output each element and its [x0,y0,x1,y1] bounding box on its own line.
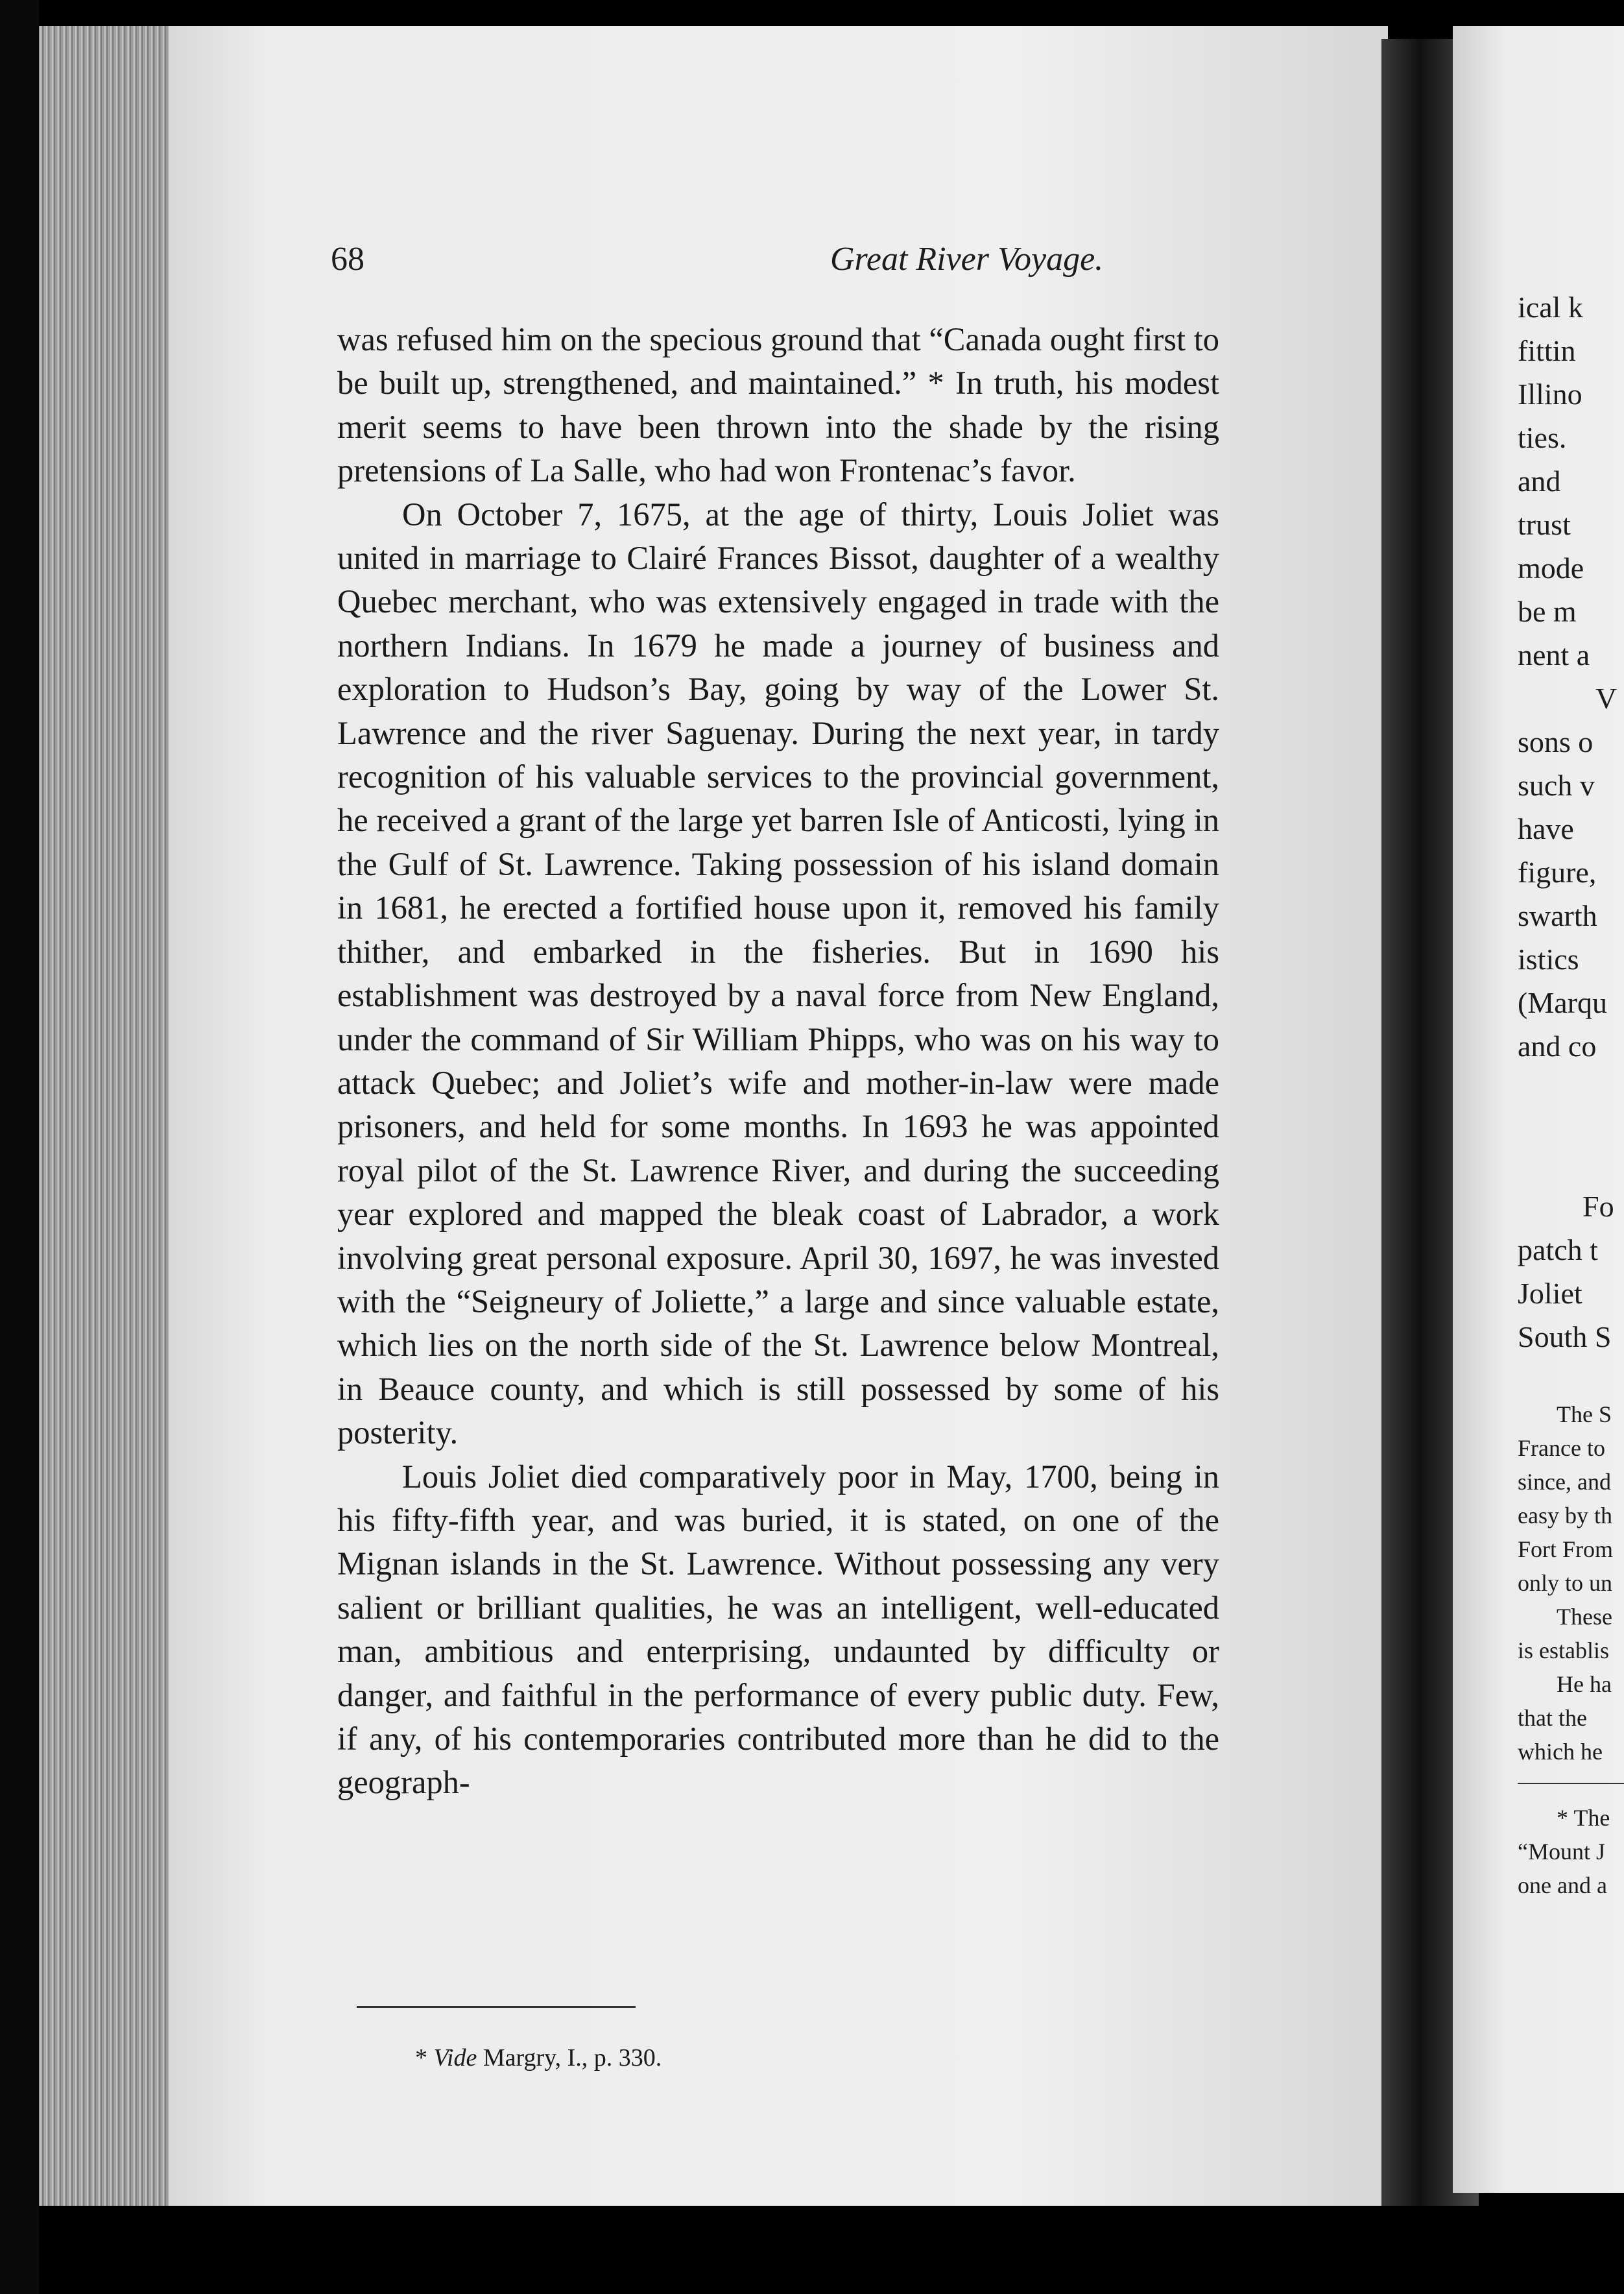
right-page-text [1518,285,1624,1902]
fragment-line: istics [1518,943,1579,976]
fragment-footnote: one and a [1518,1872,1607,1898]
fragment-line: figure, [1518,856,1597,889]
fragment-note: These [1557,1604,1612,1630]
fragment-footnote-rule [1518,1783,1624,1784]
book-page-edges [39,26,169,2206]
paragraph: Louis Joliet died comparatively poor in May, 1700, being in his fifty-fifth year, and was buried, it is stated, on one of the Mignan islands in the St. Lawrence. Without possessing any very salient or brilliant qualities, he was an intelligent, well-educated man, ambitious and enterprising, undaunted by difficulty or danger, and faithful in the performance of every public duty. Few, if any, of his contemporaries contributed more than he did to the geograph- [337,1458,1219,1801]
fragment-line: and co [1518,1030,1597,1063]
fragment-line: fittin [1518,334,1576,367]
fragment-line: have [1518,812,1574,845]
footnote-rule [357,2006,636,2008]
fragment-note: since, and [1518,1469,1611,1495]
fragment-line: patch t [1518,1233,1598,1266]
page-number: 68 [331,241,364,278]
fragment-note: Fort From [1518,1536,1614,1562]
fragment-spacer [1518,1146,1624,1185]
scan-border-left [0,0,39,2294]
fragment-footnote: “Mount J [1518,1839,1605,1865]
footnote-text: Margry, I., p. 330. [477,2044,662,2071]
fragment-line: mode [1518,551,1584,585]
fragment-line: swarth [1518,899,1597,932]
fragment-line: Joliet [1518,1277,1582,1310]
fragment-footnote: * The [1557,1805,1610,1831]
fragment-line: ical k [1518,291,1583,324]
fragment-line: South S [1518,1320,1612,1353]
fragment-note: only to un [1518,1570,1613,1596]
fragment-spacer [1518,1358,1624,1397]
footnote-marker: * [415,2044,434,2071]
fragment-line: (Marqu [1518,986,1607,1019]
running-title: Great River Voyage. [830,241,1104,278]
fragment-line: and [1518,465,1561,498]
right-page-fragment [1453,26,1624,2193]
fragment-line: sons o [1518,725,1594,758]
fragment-note: easy by th [1518,1503,1612,1528]
fragment-note: which he [1518,1739,1603,1765]
fragment-note: The S [1557,1401,1612,1427]
fragment-line: trust [1518,508,1571,541]
fragment-line: V [1595,682,1618,715]
fragment-note: that the [1518,1705,1587,1731]
fragment-line: such v [1518,769,1595,802]
fragment-note: is establis [1518,1637,1609,1663]
footnote [415,2044,662,2072]
fragment-spacer [1518,1068,1624,1146]
paragraph: was refused him on the specious ground that “Canada ought first to be built up, strengthened, and maintained.” * In truth, his modest merit seems to have been thrown into the shade by the rising pretensions of La Salle, who had won Frontenac’s favor. [337,321,1219,489]
fragment-line: Fo [1582,1190,1614,1223]
paragraph: On October 7, 1675, at the age of thirty, Louis Joliet was united in marriage to Clairé Frances Bissot, daughter of a wealthy Quebec merchant, who was extensively engaged in trade with the northern Indians. In 1679 he made a journey of business and exploration to Hudson’s Bay, going by way of the Lower St. Lawrence and the river Saguenay. During the next year, in tardy recognition of his valuable services to the provincial government, he received a grant of the large yet barren Isle of Anticosti, lying in the Gulf of St. Lawrence. Taking possession of his island domain in 1681, he erected a fortified house upon it, removed his family thither, and embarked in the fisheries. But in 1690 his establishment was destroyed by a naval force from New England, under the command of Sir William Phipps, who was on his way to attack Quebec; and Joliet’s wife and mother-in-law were made prisoners, and held for some months. In 1693 he was appointed royal pilot of the St. Lawrence River, and during the succeeding year explored and mapped the bleak coast of Labrador, a work involving great personal exposure. April 30, 1697, he was invested with the “Seigneury of Joliette,” a large and since valuable estate, which lies on the north side of the St. Lawrence below Montreal, in Beauce county, and which is still possessed by some of his posterity. [337,496,1219,1451]
left-page [169,26,1388,2206]
fragment-line: nent a [1518,638,1590,671]
fragment-line: Illino [1518,378,1582,411]
fragment-line: be m [1518,595,1577,628]
fragment-note: France to [1518,1435,1605,1461]
fragment-note: He ha [1557,1671,1612,1697]
footnote-vide: Vide [433,2044,477,2071]
fragment-line: ties. [1518,421,1567,454]
body-text [337,318,1219,1805]
running-head [331,240,1174,298]
